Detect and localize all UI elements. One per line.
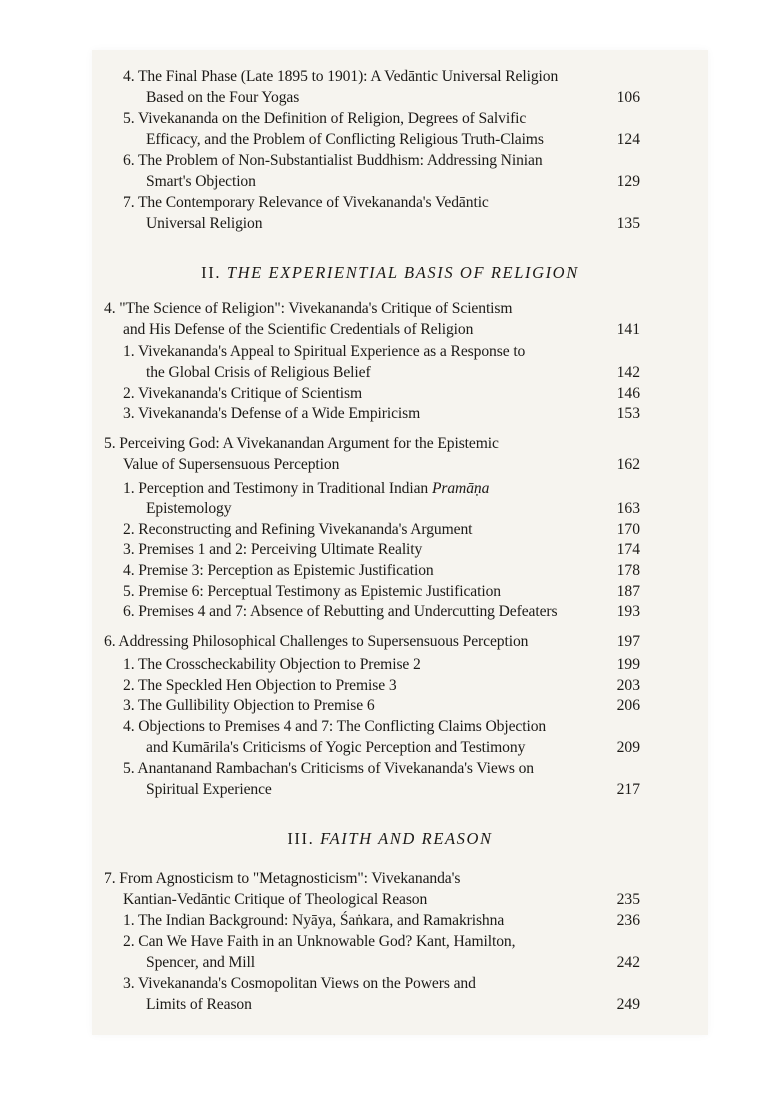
toc-page-number: 106 (616, 89, 640, 106)
toc-page-number: 193 (616, 603, 640, 620)
toc-page-number: 235 (616, 891, 640, 908)
toc-entry-title: 2. Vivekananda's Critique of Scientism (123, 385, 363, 402)
toc-line (123, 717, 546, 737)
toc-entry-title: 4. Premise 3: Perception as Epistemic Justification (123, 562, 434, 579)
toc-page-number: 146 (616, 385, 640, 402)
toc-entry-title: and Kumārila's Criticisms of Yogic Perception and Testimony (146, 739, 526, 756)
toc-entry-title: 5. Premise 6: Perceptual Testimony as Epistemic Justification (123, 583, 501, 600)
toc-page-number: 199 (616, 656, 640, 673)
toc-entry-title: the Global Crisis of Religious Belief (146, 364, 371, 381)
toc-entry-title: Kantian-Vedāntic Critique of Theological Reason (123, 891, 428, 908)
toc-entry-title: Epistemology (146, 500, 232, 517)
toc-entry-title: 4. Objections to Premises 4 and 7: The Conflicting Claims Objection (123, 718, 547, 735)
toc-line (123, 404, 420, 424)
toc-entry-title: 4. The Final Phase (Late 1895 to 1901): A Vedāntic Universal Religion (123, 68, 559, 85)
toc-page-number: 203 (616, 677, 640, 694)
toc-line (123, 890, 427, 910)
toc-entry-italic-term: Pramāṇa (431, 480, 490, 497)
toc-line (123, 109, 526, 129)
toc-page-number: 135 (616, 215, 640, 232)
toc-line (104, 869, 460, 889)
toc-line (123, 342, 525, 362)
toc-entry-title: Efficacy, and the Problem of Conflicting Religious Truth-Claims (146, 131, 544, 148)
toc-line (123, 759, 534, 779)
toc-page-number: 174 (616, 541, 640, 558)
toc-line (146, 214, 262, 234)
toc-page-number: 163 (616, 500, 640, 517)
toc-line (146, 130, 544, 150)
toc-page-number: 197 (616, 633, 640, 650)
toc-entry-title: Smart's Objection (146, 173, 256, 190)
toc-entry-title: Based on the Four Yogas (146, 89, 300, 106)
toc-entry-title: 6. Premises 4 and 7: Absence of Rebutting and Undercutting Defeaters (123, 603, 558, 620)
toc-page-number: 142 (616, 364, 640, 381)
toc-line (123, 540, 422, 560)
toc-line (123, 561, 434, 581)
toc-entry-title: 3. Premises 1 and 2: Perceiving Ultimate Reality (123, 541, 423, 558)
toc-page-number: 153 (616, 405, 640, 422)
toc-entry-title: 6. Addressing Philosophical Challenges to Supersensuous Perception (104, 633, 529, 650)
toc-entry-title: 6. The Problem of Non-Substantialist Buddhism: Addressing Ninian (123, 152, 543, 169)
toc-entry-title: 2. Reconstructing and Refining Vivekananda's Argument (123, 521, 473, 538)
toc-page-number: 206 (616, 697, 640, 714)
toc-page-number: 170 (616, 521, 640, 538)
toc-entry-title: and His Defense of the Scientific Credentials of Religion (123, 321, 474, 338)
toc-line (146, 172, 256, 192)
toc-line (123, 676, 397, 696)
toc-line (104, 632, 528, 652)
toc-page-number: 124 (616, 131, 640, 148)
toc-entry-title: Limits of Reason (146, 996, 252, 1013)
toc-page-number: 236 (616, 912, 640, 929)
toc-entry-title: Spiritual Experience (146, 781, 272, 798)
toc-page-number: 249 (616, 996, 640, 1013)
toc-line (104, 299, 512, 319)
toc-entry-title: 2. Can We Have Faith in an Unknowable God? Kant, Hamilton, (123, 933, 516, 950)
toc-page-number: 209 (616, 739, 640, 756)
part-title: THE EXPERIENTIAL BASIS OF RELIGION (226, 263, 579, 282)
toc-line (123, 582, 501, 602)
toc-line (146, 995, 252, 1015)
part-title: FAITH AND REASON (320, 829, 493, 848)
toc-entry-title: 7. The Contemporary Relevance of Vivekananda's Vedāntic (123, 194, 489, 211)
part-heading (90, 262, 690, 284)
toc-entry-title: 5. Perceiving God: A Vivekanandan Argument for the Epistemic (104, 435, 499, 452)
toc-line (146, 738, 525, 758)
toc-line (123, 67, 558, 87)
toc-entry-title: 1. Perception and Testimony in Traditional Indian (123, 480, 432, 497)
toc-line (123, 602, 557, 622)
toc-line (123, 479, 489, 499)
toc-line (104, 434, 499, 454)
toc-line (123, 974, 476, 994)
toc-line (123, 655, 421, 675)
toc-page-number: 187 (616, 583, 640, 600)
toc-entry-title: 1. The Indian Background: Nyāya, Śaṅkara, and Ramakrishna (123, 912, 505, 929)
toc-entry-title: 3. Vivekananda's Defense of a Wide Empiricism (123, 405, 421, 422)
toc-entry-title: Universal Religion (146, 215, 263, 232)
part-number: II. (201, 263, 222, 282)
toc-line (123, 911, 504, 931)
toc-entry-title: 5. Vivekananda on the Definition of Religion, Degrees of Salvific (123, 110, 527, 127)
toc-entry-title: 3. The Gullibility Objection to Premise 6 (123, 697, 375, 714)
toc-page-number: 217 (616, 781, 640, 798)
toc-line (123, 151, 543, 171)
toc-page-number: 141 (616, 321, 640, 338)
toc-line (146, 499, 231, 519)
toc-page-number: 178 (616, 562, 640, 579)
toc-line (146, 363, 371, 383)
toc-page-number: 242 (616, 954, 640, 971)
toc-entry-title: 3. Vivekananda's Cosmopolitan Views on the Powers and (123, 975, 476, 992)
toc-entry-title: 2. The Speckled Hen Objection to Premise 3 (123, 677, 397, 694)
toc-line (123, 455, 339, 475)
part-number: III. (287, 829, 315, 848)
toc-entry-title: Value of Supersensuous Perception (123, 456, 340, 473)
toc-line (146, 780, 272, 800)
toc-line (123, 320, 473, 340)
toc-line (123, 932, 515, 952)
part-heading (90, 828, 690, 850)
toc-line (146, 88, 299, 108)
toc-page-number: 129 (616, 173, 640, 190)
toc-line (123, 520, 472, 540)
toc-entry-title: 7. From Agnosticism to "Metagnosticism": Vivekananda's (104, 870, 461, 887)
toc-entry-title: Spencer, and Mill (146, 954, 255, 971)
toc-entry-title: 1. Vivekananda's Appeal to Spiritual Experience as a Response to (123, 343, 526, 360)
toc-entry-title: 5. Anantanand Rambachan's Criticisms of Vivekananda's Views on (123, 760, 534, 777)
toc-line (146, 953, 255, 973)
toc-page-number: 162 (616, 456, 640, 473)
toc-entry-title: 4. "The Science of Religion": Vivekananda's Critique of Scientism (104, 300, 513, 317)
toc-line (123, 384, 362, 404)
toc-line (123, 193, 489, 213)
toc-entry-title: 1. The Crosscheckability Objection to Premise 2 (123, 656, 421, 673)
toc-line (123, 696, 375, 716)
